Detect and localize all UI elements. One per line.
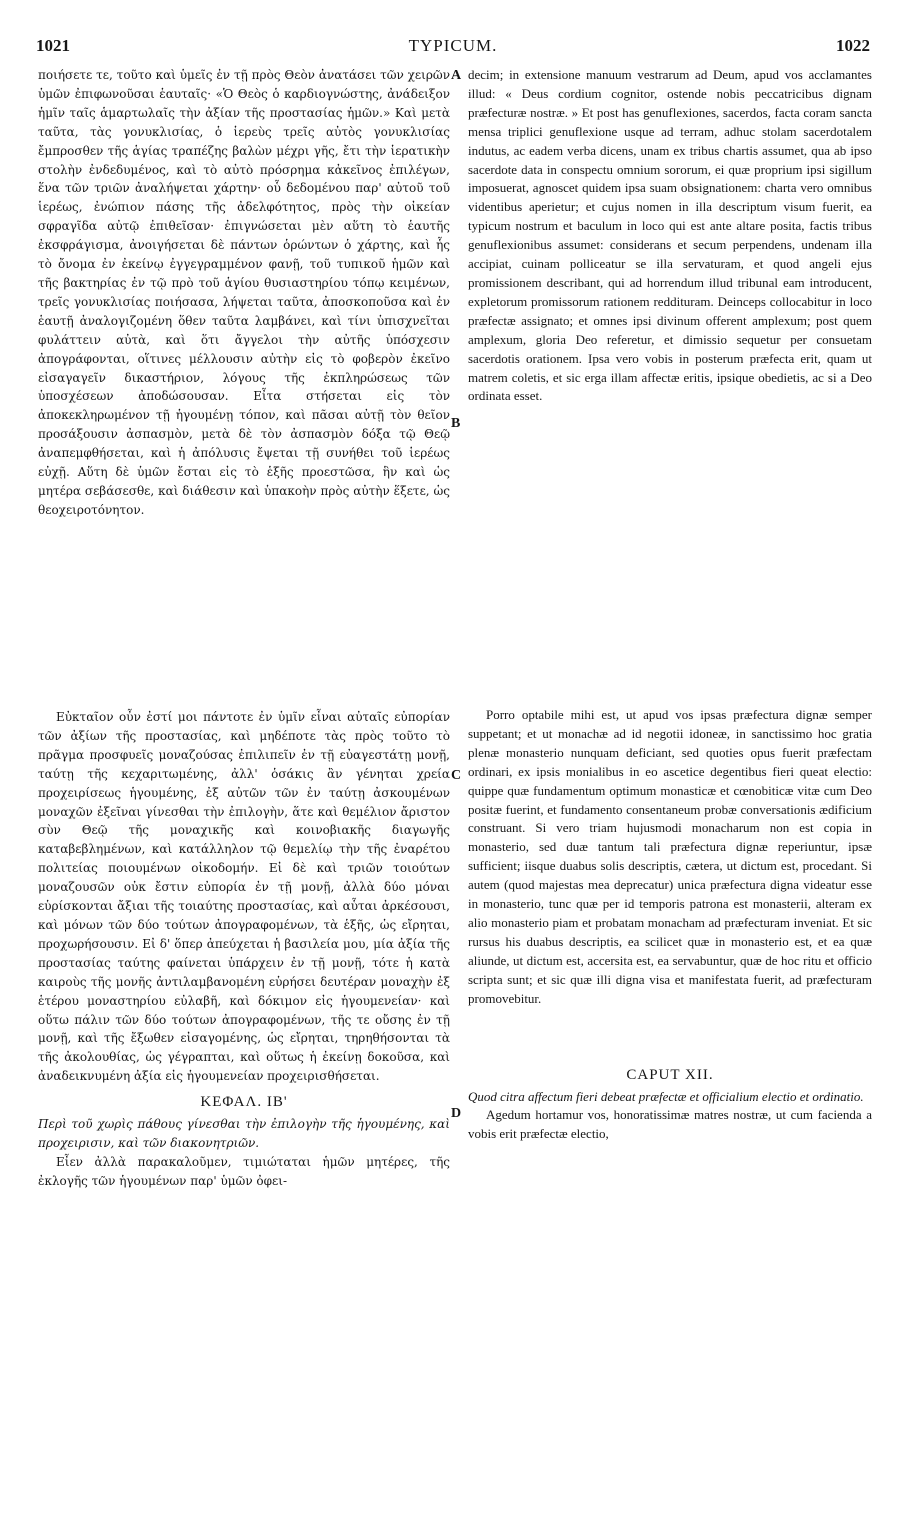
latin-column [468,66,872,1526]
margin-marker-c: C [451,768,462,783]
greek-chapter-subheading: Περὶ τοῦ χωρὶς πάθους γίνεσθαι τὴν ἐπιλογὴν τῆς ἡγουμένης, καὶ προχειρισιν, καὶ τῶν διακονητριῶν. [38,1117,450,1151]
greek-column [38,66,450,1526]
latin-chapter-subheading: Quod citra affectum fieri debeat præfectæ et officialium electio et ordinatio. [468,1088,864,1104]
page-number-left: 1021 [36,36,70,55]
latin-chapter-heading: CAPUT XII. [626,1066,714,1083]
greek-chapter-heading: ΚΕΦΑΛ. ΙΒ' [200,1094,288,1111]
page-number-right: 1022 [836,36,870,55]
greek-paragraph-1: ποιήσετε τε, τοῦτο καὶ ὑμεῖς ἐν τῇ πρὸς Θεὸν ἀνατάσει τῶν χειρῶν ὑμῶν ἐπιφωνοῦσαι ἑαυταῖς· «Ὁ Θεὸς ὁ καρδιογνώστης, ἀνάδειξον ἡμῖν ταῖς ἁμαρτωλαῖς τὴν ἀξίαν τῆς προστασίας ἡμῶν.» Καὶ μετὰ ταῦτα, τὰς γονυκλισίας, ὁ ἱερεὺς τρεῖς αὐτὸς γονυκλισίας ἔμπροσθεν τῆς ἁγίας τραπέζης βαλὼν μέχρι γῆς, ἔτι τὴν ἱερατικὴν στολὴν ἐνδεδυμένος, καὶ τὸ αὐτὸ πρόσρημα κἀκεῖνος ἐπιλέγων, ἕνα τῶν τριῶν ἀναλήψεται χάρτην· οὗ δεδομένου παρ' αὐτοῦ τοῦ ἱερέως, ἐνώπιον πάσης τῆς ἀδελφότητος, πρὸς τὴν οἰκείαν σφραγῖδα αὐτῷ ἐπιθεῖσαν· ἐπιγνώσεται μὲν αὕτη τὸ ἑαυτῆς ἐκσφράγισμα, ἀνοιγήσεται δὲ πάντων ὁρώντων ὁ χάρτης, καὶ ἧς τὸ ὄνομα ἐν ἐκείνῳ ἐγγεγραμμένον φανῇ, τοῦ τυπικοῦ ἡμῶν καὶ τῆς βακτηρίας ἐν τῷ πρὸ τοῦ ἁγίου θυσιαστηρίου τόπῳ κειμένων, τρεῖς γονυκλισίας ποιήσασα, λήψεται ταῦτα, ἀποσκοποῦσα καὶ ἐν ἑαυτῇ ἀναλογιζομένη ὅθεν ταῦτα λαμβάνει, καὶ τίνι ὑπισχνεῖται φυλάττειν αὐτὰ, καὶ ὅτι ἄγγελοι τὴν αὐτῆς ὑπόσχεσιν ἀπογράφονται, οἵτινες μέλλουσιν αὐτὴν εἰς τὸ φοβερὸν ἐκεῖνο εἰσαγαγεῖν δικαστήριον, λόγους τῆς ἐκπληρώσεως τῶν ὑποσχέσεων ἀποδώσουσαν. Εἶτα στήσεται εἰς τὸν ἀποκεκληρωμένον τῇ ἡγουμένῃ τόπον, καὶ πᾶσαι αὐτῇ τὸν θεῖον προσάξουσιν ἀσπασμὸν, μετὰ δὲ τὸν ἀσπασμὸν δόξα τῷ Θεῷ ἀναπεμφθήσεται, καὶ ἡ ἀπόλυσις ἔψεται τῇ συνήθει τοῦ ἱερέως εὐχῇ. Αὕτη δὲ ὑμῶν ἔσται εἰς τὸ ἑξῆς προεστῶσα, ἣν καὶ ὡς μητέρα σεβάσεσθε, καὶ διάθεσιν καὶ ὑπακοὴν πρὸς αὐτὴν ἕξετε, ὡς θεοχειροτόνητον. [38,68,450,517]
greek-paragraph-2: Εὐκταῖον οὖν ἐστί μοι πάντοτε ἐν ὑμῖν εἶναι αὐταῖς εὐπορίαν τῶν ἀξίων τῆς προστασίας, καὶ μηδέποτε τὰς πρὸς τοῦτο τὸ πρᾶγμα προσφυεῖς μοναζούσας ἐπιλιπεῖν ἐν τῇ εὐαγεστάτῃ μονῇ, ταύτῃ τῆς κεχαριτωμένης, ἀλλ' ὁσάκις ἂν γένηται χρεία προχειρίσεως ἡγουμένης, ἐξ αὐτῶν τῶν ἐν ταύτῃ ἀσκουμένων μοναχῶν ἐξεῖναι γίνεσθαι τὴν ἐπιλογὴν, ἅτε καὶ θεμέλιον ἄριστον σὺν Θεῷ τῆς μοναχικῆς καὶ κοινοβιακῆς διαγωγῆς καταβεβλημένων, καὶ κατάλληλον τῷ θεμελίῳ τὴν τῆς ἐναρέτου πολιτείας ποιουμένων οἰκοδομήν. Εἰ δὲ καὶ τριῶν τοιούτων μοναζουσῶν οὐκ ἔστιν εὐπορία ἐν τῇ μονῇ, ἀλλὰ δύο μόναι εὑρίσκονται ἄξιαι τῆς τοιαύτης προστασίας, καὶ αὗται ἀρκέσουσι, καὶ μόνων τῶν δύο τούτων ἀπογραφομένων, τὰ ἑξῆς, ὡς εἴρηται, προχωρήσουσιν. Εἰ δ' ὅπερ ἀπεύχεται ἡ βασιλεία μου, μία ἀξία τῆς προστασίας ταύτης φαίνεται ὑπάρχειν ἐν τῇ μονῇ, τότε ἡ κατὰ καιροὺς τῆς μονῆς ἀντιλαμβανομένη εὑρήσει δευτέραν μοναχὴν ἐξ ἑτέρου μοναστηρίου εὐλαβῆ, καὶ δόκιμον εἰς ἡγουμενείαν· καὶ οὕτω πάλιν τῶν δύο τούτων ἀπογραφομένων, τῆς τε οὔσης ἐν τῇ μονῇ, καὶ τῆς ἔξωθεν εἰσαγομένης, ὡς εἴρηται, τηρηθήσονται τὰ τῆς ἀκολουθίας, ὡς γέγραπται, καὶ οὕτως ἡ ἐκείνῃ δοκοῦσα, καὶ ἀναδεικνυμένη ἀξία εἰς ἡγουμενείαν προχειρισθήσεται. [38,710,450,1084]
greek-paragraph-3: Εἶεν ἀλλὰ παρακαλοῦμεν, τιμιώταται ἡμῶν μητέρες, τῆς ἐκλογῆς τῶν ἡγουμένων παρ' ὑμῶν ὀφει- [38,1154,450,1188]
latin-paragraph-3: Agedum hortamur vos, honoratissimæ matres nostræ, ut cum facienda a vobis erit præfectæ electio, [468,1107,872,1142]
margin-marker-b: B [451,416,461,431]
margin-marker-a: A [451,68,462,83]
latin-paragraph-1: decim; in extensione manuum vestrarum ad Deum, apud vos acclamantes illud: « Deus cordium cognitor, ostende nobis peccatricibus dignam præfecturæ nostræ. » Et post has genuflexiones, sacerdos, facta coram sancta mensa triplici genuflexione usque ad terram, adhuc stolam sacerdotalem indutus, ac eadem verba dicens, unam ex tribus chartis assumet, qua ab ipso sacerdote data in conspectu omnium sororum, ei quæ proprium ipsi sigillum imposuerat, agnoscet quidem ipsa suam obsignationem: charta vero omnibus videntibus aperietur; et cujus nomen in illa descriptum visum fuerit, ea typicum nostrum et baculum in loco qui est ante altare posita, factis tribus genuflexionibus assumet: considerans et secum perpendens, undenam illa accipiat, cuinam polliceatur se illa servaturam, et quod angeli ejus promissionem describant, qui ad horrendum illud tribunal eam introducent, expletorum promissorum rationem reddituram. Deinceps collocabitur in loco præfectæ assignato; et omnes ipsi divinum offerent amplexum; post quem amplexum, gloria Deo referetur, et dimissio sequetur per consuetam sacerdotis orationem. Ipsa vero vobis in posterum præfecta erit, quam ut matrem coletis, et sic erga illam affectæ eritis, ipsique obedietis, ac si a Deo ordinata esset. [468,67,872,404]
running-title: TYPICUM. [408,36,498,55]
latin-paragraph-2: Porro optabile mihi est, ut apud vos ipsas præfectura dignæ semper suppetant; et ut monachæ ad id negotii idoneæ, in sanctissimo hoc gratia plenæ monasterio nunquam deficiant, sed quoties opus fuerit præfectam ordinari, ex ipsis monialibus in eo ascetice degentibus fieri queat electio: quippe quæ fundamentum optimum monasticæ et cœnobiticæ vitæ cum Deo positæ fuerint, et fundamento consentaneum probæ conversationis ædificium construant. Si vero triam hujusmodi monacharum non est copia in monasterio, sed duæ tantum tali præfectura dignæ reperiuntur, ipsæ sufficient; iisque duabus solis descriptis, cætera, ut dictum est, procedant. Si autem (quod majestas mea deprecatur) unica præfectura digna videatur esse in monasterio, tunc quæ per id temporis patrona est monasterii, alteram ex alio monasterio piam et probatam monacham ad præfecturam inveniat. Et sic rursus his duabus descriptis, ea scilicet quæ in monasterio est, et ea quæ aliunde, ut dictum est, accersita est, ea servabuntur, quæ de hoc ritu et officio scripta sunt; et sic quæ illi digna visa et manifestata fuerit, ad præfecturam promovebitur. [468,707,872,1006]
margin-marker-d: D [451,1106,462,1121]
running-header [36,36,870,64]
